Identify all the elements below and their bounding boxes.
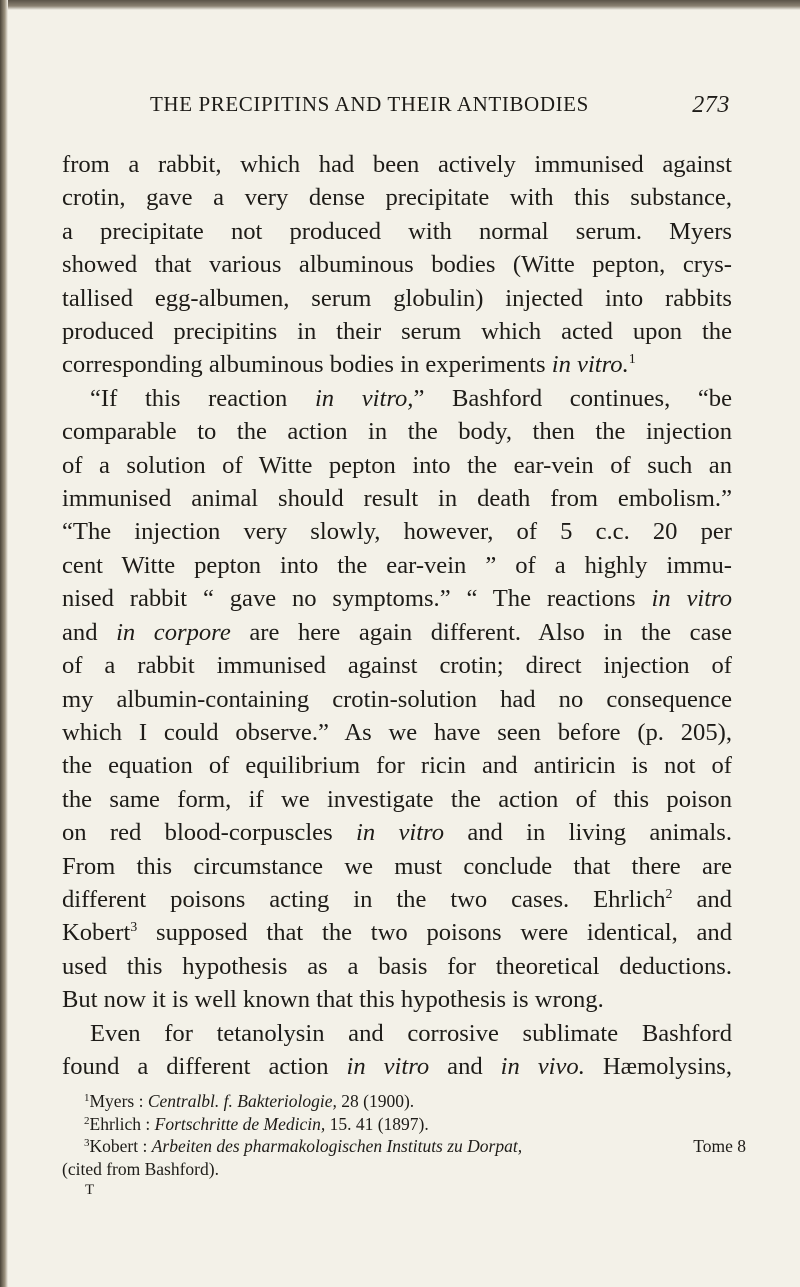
text-line: and in corpore are here again different. Also in the case: [62, 618, 732, 646]
text-line: Kobert$^3$ supposed that the two poisons were identical, and: [62, 919, 732, 947]
footnote-3: $^3$Kobert : Arbeiten des pharmakologischen Instituts zu Dorpat, Tome 8: [84, 1136, 746, 1156]
text-line: Even for tetanolysin and corrosive sublimate Bashford: [90, 1019, 732, 1047]
text-line: comparable to the action in the body, then the injection: [62, 418, 732, 446]
text-line: used this hypothesis as a basis for theoretical deductions.: [62, 952, 732, 980]
text-line: corresponding albuminous bodies in experiments in vitro.$^1$: [62, 351, 636, 379]
text-line: “The injection very slowly, however, of 5 c.c. 20 per: [62, 518, 732, 546]
page-edge-left: [0, 0, 8, 1287]
running-head-title: THE PRECIPITINS AND THEIR ANTIBODIES: [150, 92, 589, 116]
text-line: my albumin-containing crotin-solution had no consequence: [62, 685, 732, 713]
text-line: from a rabbit, which had been actively immunised against: [62, 151, 732, 178]
text-line: From this circumstance we must conclude that there are: [62, 852, 732, 880]
text-line: produced precipitins in their serum which acted upon the: [62, 318, 732, 346]
text-line: But now it is well known that this hypothesis is wrong.: [62, 986, 604, 1014]
page-number: 273: [692, 92, 730, 118]
footnote-ref: 3: [130, 920, 138, 936]
footnote-ref: 2: [665, 886, 673, 902]
signature-mark: T: [85, 1182, 95, 1198]
footnote-ref: 1: [628, 352, 636, 368]
text-line: of a solution of Witte pepton into the ear-vein of such an: [62, 451, 732, 479]
text-line: of a rabbit immunised against crotin; direct injection of: [62, 652, 732, 680]
footnote-2: $^2$Ehrlich : Fortschritte de Medicin, 15. 41 (1897).: [84, 1113, 429, 1134]
page-edge-top: [0, 0, 800, 10]
footnote-1: $^1$Myers : Centralbl. f. Bakteriologie, 28 (1900).: [84, 1091, 415, 1111]
text-line: different poisons acting in the two cases. Ehrlich$^2$ and: [62, 885, 732, 913]
footnote-3-continued: (cited from Bashford).: [62, 1158, 219, 1179]
text-line: on red blood-corpuscles in vitro and in living animals.: [62, 819, 732, 847]
body-text: [62, 148, 732, 1083]
text-line: the equation of equilibrium for ricin and antiricin is not of: [62, 752, 732, 780]
text-line: found a different action in vitro and in vivo. Hæmolysins,: [62, 1052, 732, 1080]
text-line: nised rabbit “ gave no symptoms.” “ The reactions in vitro: [62, 585, 732, 613]
text-line: “If this reaction in vitro,” Bashford continues, “be: [90, 384, 732, 412]
footnotes: [62, 1090, 746, 1180]
text-line: showed that various albuminous bodies (Witte pepton, crys-: [62, 251, 732, 279]
text-line: a precipitate not produced with normal serum. Myers: [62, 217, 732, 245]
text-line: immunised animal should result in death from embolism.”: [62, 485, 732, 513]
text-line: which I could observe.” As we have seen before (p. 205),: [62, 718, 732, 746]
text-line: the same form, if we investigate the action of this poison: [62, 785, 732, 813]
text-line: cent Witte pepton into the ear-vein ” of a highly immu-: [62, 551, 732, 579]
text-line: crotin, gave a very dense precipitate with this substance,: [62, 184, 732, 212]
text-line: tallised egg-albumen, serum globulin) injected into rabbits: [62, 284, 732, 312]
